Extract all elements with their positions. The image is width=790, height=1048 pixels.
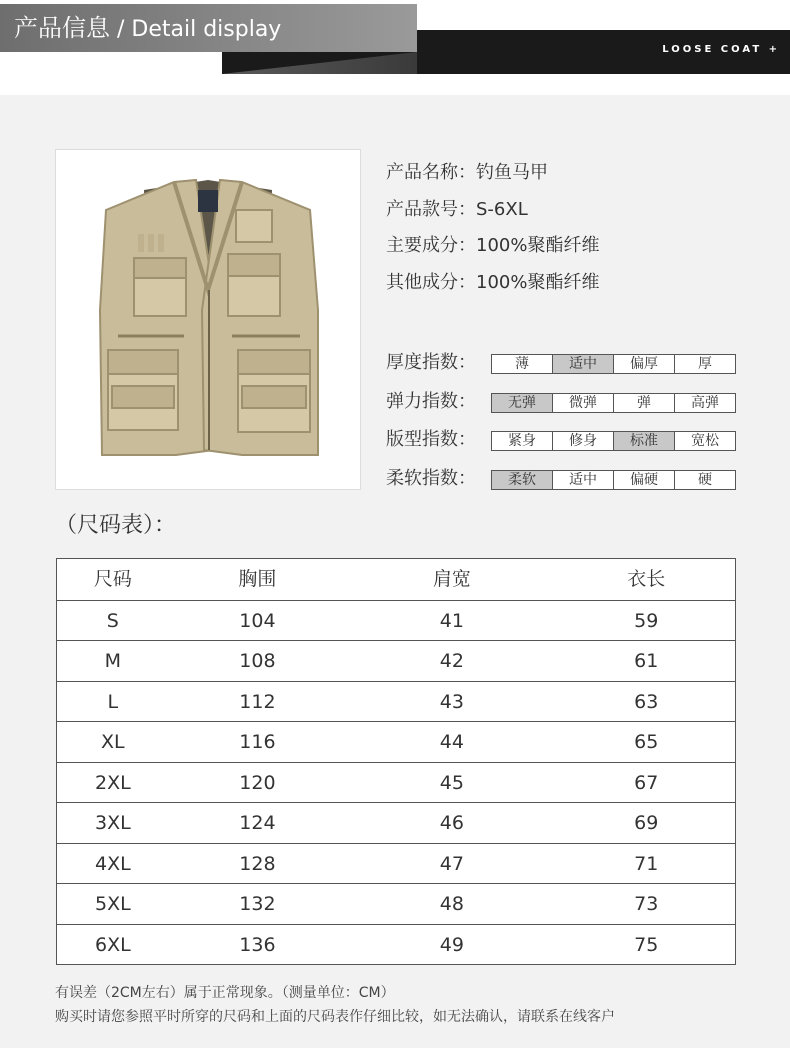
- table-cell: 5XL: [94, 893, 131, 915]
- index-label: 版型指数：: [386, 429, 476, 450]
- table-row: [57, 843, 735, 884]
- vest-illustration: [56, 150, 360, 489]
- table-cell: 136: [239, 933, 276, 956]
- table-row: [57, 640, 735, 681]
- table-cell: 46: [439, 812, 464, 834]
- table-cell: 45: [439, 771, 464, 794]
- product-image: [55, 149, 361, 490]
- table-cell: 128: [239, 852, 276, 875]
- index-option: 厚: [674, 355, 735, 373]
- info-label: 产品名称: [386, 162, 458, 183]
- index-option: 微弹: [552, 394, 613, 412]
- index-option: 适中: [552, 355, 613, 373]
- info-label: 其他成分: [386, 271, 458, 293]
- column-header-shoulder: 肩宽: [432, 568, 471, 590]
- info-row-name: [386, 155, 599, 192]
- index-label: 厚度指数：: [386, 352, 476, 373]
- table-cell: 63: [634, 690, 659, 713]
- index-row-softness: [386, 460, 746, 498]
- table-cell: 42: [439, 650, 464, 672]
- header-title-separator: /: [110, 17, 132, 42]
- info-value: 100%聚酯纤维: [476, 235, 600, 256]
- table-cell: 71: [634, 852, 659, 875]
- size-chart-heading: （尺码表）：: [55, 513, 177, 538]
- table-cell: XL: [101, 731, 125, 753]
- info-separator: ：: [458, 198, 476, 220]
- table-cell: 132: [239, 893, 276, 915]
- index-option: 紧身: [508, 433, 536, 449]
- index-scale: [491, 354, 736, 374]
- table-cell: 48: [439, 893, 464, 915]
- table-cell: 4XL: [94, 852, 131, 875]
- table-row: [57, 721, 735, 762]
- table-cell: 59: [634, 609, 659, 632]
- table-cell: 65: [634, 731, 659, 753]
- index-scale: [491, 431, 736, 451]
- table-row: [57, 681, 735, 722]
- info-row-other-material: [386, 265, 599, 302]
- column-header-size: 尺码: [93, 568, 132, 590]
- table-cell: 116: [239, 731, 276, 753]
- table-row: [57, 924, 735, 965]
- index-option: 宽松: [674, 432, 735, 450]
- table-cell: 120: [239, 771, 276, 794]
- table-cell: 67: [634, 771, 659, 794]
- index-option: 标准: [613, 432, 674, 450]
- table-cell: 104: [239, 609, 276, 632]
- header-tagline: LOOSE COAT +: [662, 44, 780, 55]
- info-separator: ：: [458, 271, 476, 293]
- info-value: 100%聚酯纤维: [476, 271, 600, 293]
- index-option: 柔软: [492, 471, 552, 489]
- index-scale: [491, 470, 736, 490]
- table-cell: 44: [439, 731, 464, 753]
- info-label: 产品款号: [386, 198, 458, 220]
- index-option: 弹: [613, 394, 674, 412]
- column-header-length: 衣长: [627, 568, 666, 590]
- header-title-cn: 产品信息: [14, 14, 110, 42]
- info-separator: ：: [458, 235, 476, 256]
- table-cell: 112: [239, 690, 276, 713]
- header-title: [14, 10, 281, 46]
- size-notes: [55, 981, 615, 1029]
- index-option: 无弹: [492, 394, 552, 412]
- table-cell: 3XL: [94, 812, 131, 834]
- table-cell: M: [104, 650, 122, 672]
- index-option: 高弹: [674, 394, 735, 412]
- table-header-row: [57, 559, 735, 600]
- table-row: [57, 883, 735, 924]
- note-tolerance: 有误差（2CM左右）属于正常现象。（测量单位：CM）: [55, 985, 395, 1001]
- table-cell: 69: [634, 812, 659, 834]
- header-banner: [0, 0, 790, 95]
- table-cell: 75: [634, 933, 659, 956]
- info-value: S-6XL: [476, 198, 528, 220]
- index-option: 偏硬: [613, 471, 674, 489]
- table-cell: 43: [439, 690, 464, 713]
- info-row-main-material: [386, 228, 599, 265]
- table-cell: 49: [439, 933, 464, 956]
- index-option: 修身: [552, 432, 613, 450]
- table-row: [57, 762, 735, 803]
- index-label: 柔软指数：: [386, 468, 476, 489]
- info-separator: ：: [458, 162, 476, 183]
- index-option: 偏厚: [613, 355, 674, 373]
- index-row-elasticity: [386, 383, 746, 421]
- index-option: 硬: [674, 471, 735, 489]
- index-row-thickness: [386, 344, 746, 382]
- info-label: 主要成分: [386, 235, 458, 256]
- header-title-en: Detail display: [131, 17, 282, 42]
- note-purchase-advice: 购买时请您参照平时所穿的尺码和上面的尺码表作仔细比较，如无法确认，请联系在线客户: [55, 1009, 615, 1025]
- table-cell: 108: [239, 650, 276, 672]
- table-cell: S: [106, 609, 119, 632]
- table-cell: 124: [239, 812, 276, 834]
- info-value: 钓鱼马甲: [476, 162, 548, 183]
- table-row: [57, 802, 735, 843]
- table-cell: 6XL: [94, 933, 131, 956]
- index-row-fit: [386, 421, 746, 459]
- index-option: 薄: [515, 356, 529, 372]
- info-row-style: [386, 192, 599, 229]
- index-option: 适中: [552, 471, 613, 489]
- table-cell: 47: [439, 852, 464, 875]
- size-table: [56, 558, 736, 965]
- index-label: 弹力指数：: [386, 391, 476, 412]
- table-cell: 41: [439, 609, 464, 632]
- table-cell: L: [107, 690, 119, 713]
- table-cell: 61: [634, 650, 659, 672]
- table-cell: 73: [634, 893, 659, 915]
- table-cell: 2XL: [94, 771, 131, 794]
- index-scale: [491, 393, 736, 413]
- column-header-chest: 胸围: [238, 568, 277, 590]
- product-info: [386, 155, 599, 301]
- table-row: [57, 600, 735, 641]
